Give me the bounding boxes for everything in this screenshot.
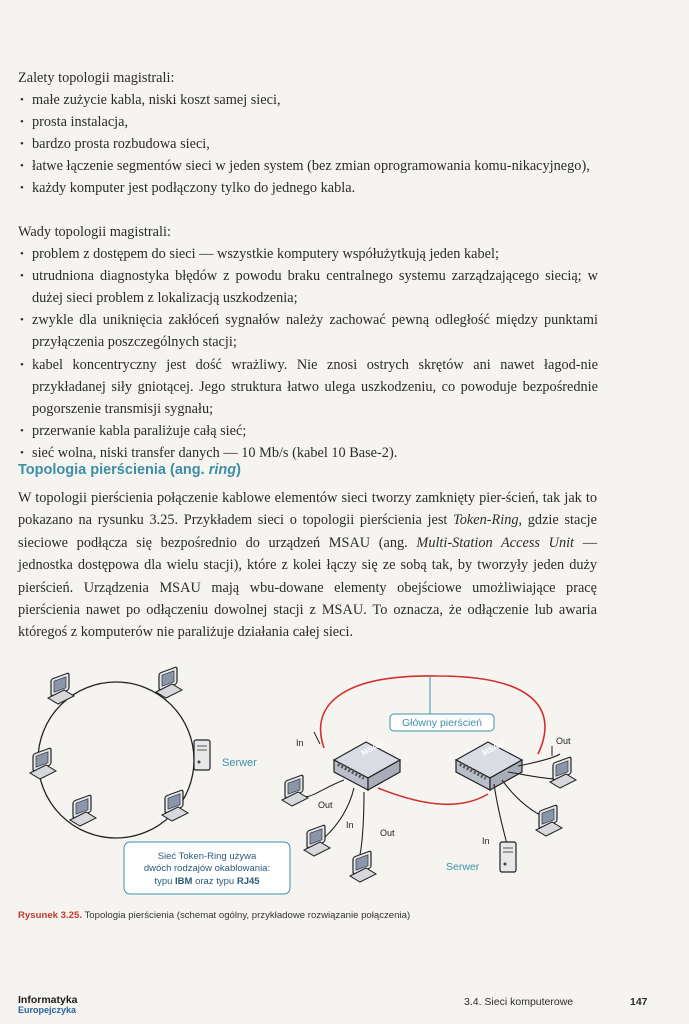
- note-line: typu IBM oraz typu RJ45: [154, 876, 260, 887]
- paragraph-text: — jednostka dostępowa dla wielu stacji), które z kolei łączy się ze sobą tak, by tworzyły jeden duży pierścień. Urządzenia MSAU mają wbu-dowane elementy obejściowe umożliwiające pracę pierścienia nawet po odłączeniu dowolnej stacji z MSAU. To oznacza, że odłączenie lub awaria któregoś z komputerów nie paraliżuje działania całej sieci.: [18, 534, 598, 641]
- section-title-term: ring: [208, 462, 237, 478]
- disadvantages-list: [18, 243, 598, 464]
- paragraph-term: Token-Ring: [453, 512, 519, 529]
- list-item: • zwykle dla uniknięcia zakłóceń sygnałów należy zachować pewną odległość między punktami przyłączenia poszczególnych stacji;: [18, 309, 598, 353]
- caption-text: Topologia pierścienia (schemat ogólny, przykładowe rozwiązanie połączenia): [82, 910, 411, 921]
- list-item: • problem z dostępem do sieci — wszystkie komputery współużytkują jeden kabel;: [18, 243, 598, 265]
- out-label: Out: [380, 828, 395, 838]
- section-title-end: ): [236, 462, 241, 478]
- in-label: In: [482, 836, 490, 846]
- computer-icon: [282, 775, 308, 806]
- logo-line: Informatyka: [18, 994, 78, 1006]
- computer-icon: [48, 673, 74, 704]
- list-item: • łatwe łączenie segmentów sieci w jeden system (bez zmian oprogramowania komu-nikacyjnego),: [18, 155, 598, 177]
- publisher-logo: [18, 994, 78, 1015]
- list-item: • sieć wolna, niski transfer danych — 10 Mb/s (kabel 10 Base-2).: [18, 442, 598, 464]
- in-label: In: [296, 738, 304, 748]
- paragraph-text: , gdzie stacje sieciowe podłącza się bezpośrednio do urządzeń MSAU (ang.: [18, 512, 598, 551]
- advantages-heading: Zalety topologii magistrali:: [18, 70, 175, 86]
- computer-icon: [70, 795, 96, 826]
- list-item: • prosta instalacja,: [18, 111, 598, 133]
- ring-topology-figure: [18, 662, 596, 907]
- paragraph-term: Multi-Station Access Unit: [416, 534, 575, 551]
- figure-caption: [18, 910, 410, 921]
- advantages-list: [18, 89, 598, 199]
- main-ring-label: Główny pierścień: [402, 717, 482, 729]
- list-item: • kabel koncentryczny jest dość wrażliwy. Nie znosi ostrych skrętów ani nawet łagod-nie przykładanej siły gniotącej. Jego struktura łatwo ulega uszkodzeniu, co powoduje bezpośrednie pogorszenie transmisji sygnału;: [18, 354, 598, 420]
- page-number: 147: [630, 996, 648, 1008]
- list-item: • przerwanie kabla paraliżuje całą sieć;: [18, 420, 598, 442]
- body-paragraph: [18, 487, 597, 644]
- computer-icon: [536, 805, 562, 836]
- running-footer: 3.4. Sieci komputerowe: [464, 996, 574, 1008]
- server-label: Serwer: [222, 757, 257, 769]
- note-line: Sieć Token-Ring używa: [157, 851, 257, 862]
- section-title: Topologia pierścienia (ang.: [18, 462, 209, 478]
- computer-icon: [350, 851, 376, 882]
- note-line: dwóch rodzajów okablowania:: [143, 863, 271, 874]
- msau-label: MSAU: [480, 738, 506, 758]
- server-icon: [500, 842, 516, 872]
- advantages-block: [18, 67, 598, 200]
- paragraph-text: W topologii pierścienia połączenie kablowe elementów sieci tworzy zamknięty pier-ścień, tak jak to pokazano na rysunku 3.25. Przykładem sieci o topologii pierścienia jest: [18, 490, 597, 529]
- out-label: Out: [318, 800, 333, 810]
- out-label: Out: [556, 736, 571, 746]
- logo-line: Europejczyka: [18, 1005, 77, 1015]
- main-ring-cable: [378, 788, 488, 804]
- server-label: Serwer: [446, 861, 480, 873]
- computer-icon: [304, 825, 330, 856]
- disadvantages-heading: Wady topologii magistrali:: [18, 224, 171, 240]
- server-icon: [194, 740, 210, 770]
- computer-icon: [162, 790, 188, 821]
- msau-label: MSAU: [359, 738, 385, 758]
- disadvantages-block: [18, 221, 598, 464]
- list-item: • bardzo prosta rozbudowa sieci,: [18, 133, 598, 155]
- list-item: • każdy komputer jest podłączony tylko do jednego kabla.: [18, 177, 598, 199]
- in-label: In: [346, 820, 354, 830]
- computer-icon: [30, 748, 56, 779]
- computer-icon: [550, 757, 576, 788]
- list-item: • utrudniona diagnostyka błędów z powodu braku centralnego systemu zarządzającego siecią; w dużej sieci problem z lokalizacją uszkodzenia;: [18, 265, 598, 309]
- caption-label: Rysunek 3.25.: [18, 910, 82, 921]
- computer-icon: [156, 667, 182, 698]
- list-item: • małe zużycie kabla, niski koszt samej sieci,: [18, 89, 598, 111]
- section-heading: [18, 462, 241, 478]
